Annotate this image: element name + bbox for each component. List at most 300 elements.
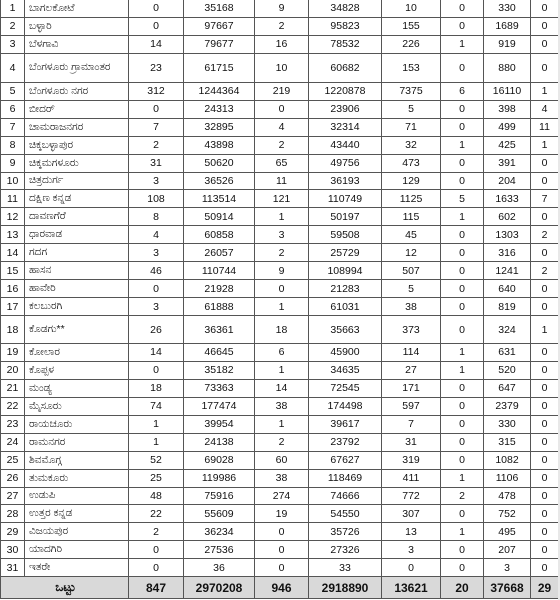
cell-c8: 0 (531, 433, 559, 451)
cell-c6: 0 (441, 298, 484, 316)
cell-c5: 3 (382, 541, 441, 559)
cell-c3: 16 (255, 35, 309, 53)
cell-c8: 0 (531, 154, 559, 172)
row-number: 16 (1, 280, 25, 298)
cell-c1: 2 (129, 523, 184, 541)
cell-c2: 61888 (184, 298, 255, 316)
cell-c6: 1 (441, 469, 484, 487)
cell-c1: 14 (129, 35, 184, 53)
district-name: ಬೀದರ್ (25, 100, 129, 118)
table-row (1, 487, 559, 505)
cell-c8: 0 (531, 379, 559, 397)
cell-c7: 330 (484, 0, 531, 17)
row-number: 2 (1, 17, 25, 35)
cell-c8: 0 (531, 487, 559, 505)
cell-c6: 0 (441, 415, 484, 433)
total-row (1, 577, 559, 599)
cell-c8: 0 (531, 53, 559, 82)
cell-c4: 23906 (309, 100, 382, 118)
cell-c2: 79677 (184, 35, 255, 53)
cell-c8: 0 (531, 415, 559, 433)
cell-c4: 33 (309, 559, 382, 577)
table-row (1, 35, 559, 53)
cell-c7: 1106 (484, 469, 531, 487)
cell-c6: 6 (441, 82, 484, 100)
cell-c1: 0 (129, 541, 184, 559)
cell-c4: 36193 (309, 172, 382, 190)
cell-c1: 0 (129, 559, 184, 577)
cell-c4: 25729 (309, 244, 382, 262)
cell-c4: 35663 (309, 316, 382, 344)
cell-c2: 177474 (184, 397, 255, 415)
cell-c3: 9 (255, 262, 309, 280)
cell-c5: 38 (382, 298, 441, 316)
cell-c7: 640 (484, 280, 531, 298)
cell-c5: 45 (382, 226, 441, 244)
cell-c5: 10 (382, 0, 441, 17)
cell-c5: 507 (382, 262, 441, 280)
cell-c3: 0 (255, 541, 309, 559)
cell-c7: 880 (484, 53, 531, 82)
cell-c1: 0 (129, 17, 184, 35)
cell-c8: 0 (531, 541, 559, 559)
total-c4: 2918890 (309, 577, 382, 599)
row-number: 19 (1, 344, 25, 362)
cell-c7: 1689 (484, 17, 531, 35)
cell-c6: 2 (441, 487, 484, 505)
cell-c6: 5 (441, 190, 484, 208)
cell-c2: 46645 (184, 344, 255, 362)
cell-c7: 3 (484, 559, 531, 577)
cell-c2: 97667 (184, 17, 255, 35)
cell-c1: 0 (129, 361, 184, 379)
cell-c4: 110749 (309, 190, 382, 208)
district-name: ಹಾವೇರಿ (25, 280, 129, 298)
cell-c1: 52 (129, 451, 184, 469)
cell-c5: 7375 (382, 82, 441, 100)
cell-c7: 330 (484, 415, 531, 433)
total-c6: 20 (441, 577, 484, 599)
table-row (1, 469, 559, 487)
cell-c1: 4 (129, 226, 184, 244)
cell-c2: 36526 (184, 172, 255, 190)
cell-c2: 36361 (184, 316, 255, 344)
row-number: 15 (1, 262, 25, 280)
row-number: 11 (1, 190, 25, 208)
cell-c8: 0 (531, 172, 559, 190)
table-row (1, 298, 559, 316)
row-number: 25 (1, 451, 25, 469)
cell-c7: 425 (484, 136, 531, 154)
cell-c4: 32314 (309, 118, 382, 136)
table-row (1, 559, 559, 577)
cell-c2: 119986 (184, 469, 255, 487)
cell-c6: 0 (441, 397, 484, 415)
cell-c3: 2 (255, 17, 309, 35)
cell-c2: 1244364 (184, 82, 255, 100)
district-name: ಬಾಗಲಕೋಟೆ (25, 0, 129, 17)
cell-c2: 35182 (184, 361, 255, 379)
cell-c5: 411 (382, 469, 441, 487)
row-number: 5 (1, 82, 25, 100)
cell-c5: 114 (382, 344, 441, 362)
cell-c6: 1 (441, 35, 484, 53)
cell-c7: 520 (484, 361, 531, 379)
table-body (1, 0, 559, 599)
district-name: ಇತರೇ (25, 559, 129, 577)
row-number: 3 (1, 35, 25, 53)
table-row (1, 379, 559, 397)
row-number: 13 (1, 226, 25, 244)
cell-c1: 3 (129, 244, 184, 262)
cell-c2: 75916 (184, 487, 255, 505)
cell-c6: 0 (441, 100, 484, 118)
cell-c3: 0 (255, 523, 309, 541)
cell-c7: 1633 (484, 190, 531, 208)
cell-c3: 2 (255, 136, 309, 154)
cell-c7: 398 (484, 100, 531, 118)
district-name: ಚಾಮರಾಜನಗರ (25, 118, 129, 136)
cell-c3: 4 (255, 118, 309, 136)
cell-c6: 0 (441, 154, 484, 172)
table-row (1, 505, 559, 523)
cell-c6: 1 (441, 344, 484, 362)
cell-c8: 0 (531, 361, 559, 379)
cell-c7: 602 (484, 208, 531, 226)
cell-c8: 11 (531, 118, 559, 136)
district-name: ದಾವಣಗೆರೆ (25, 208, 129, 226)
cell-c1: 0 (129, 100, 184, 118)
district-name: ಯಾದಗಿರಿ (25, 541, 129, 559)
table-row (1, 226, 559, 244)
total-c3: 946 (255, 577, 309, 599)
cell-c3: 18 (255, 316, 309, 344)
row-number: 27 (1, 487, 25, 505)
cell-c5: 32 (382, 136, 441, 154)
cell-c8: 2 (531, 226, 559, 244)
district-name: ಚಿಕ್ಕಬಳ್ಳಾಪುರ (25, 136, 129, 154)
cell-c7: 495 (484, 523, 531, 541)
cell-c6: 1 (441, 361, 484, 379)
table-row (1, 262, 559, 280)
cell-c7: 919 (484, 35, 531, 53)
district-name: ಬೆಂಗಳೂರು ನಗರ (25, 82, 129, 100)
district-name: ಕೋಲಾರ (25, 344, 129, 362)
table-row (1, 397, 559, 415)
cell-c7: 316 (484, 244, 531, 262)
district-name: ಧಾರವಾಡ (25, 226, 129, 244)
cell-c5: 1125 (382, 190, 441, 208)
cell-c4: 34635 (309, 361, 382, 379)
cell-c8: 0 (531, 505, 559, 523)
cell-c1: 108 (129, 190, 184, 208)
cell-c4: 45900 (309, 344, 382, 362)
cell-c4: 67627 (309, 451, 382, 469)
cell-c3: 14 (255, 379, 309, 397)
cell-c2: 113514 (184, 190, 255, 208)
cell-c3: 10 (255, 53, 309, 82)
cell-c1: 0 (129, 0, 184, 17)
cell-c1: 18 (129, 379, 184, 397)
cell-c5: 597 (382, 397, 441, 415)
cell-c2: 32895 (184, 118, 255, 136)
cell-c1: 46 (129, 262, 184, 280)
cell-c7: 324 (484, 316, 531, 344)
cell-c2: 21928 (184, 280, 255, 298)
cell-c2: 110744 (184, 262, 255, 280)
cell-c7: 391 (484, 154, 531, 172)
cell-c2: 43898 (184, 136, 255, 154)
district-name: ಕೊಪ್ಪಳ (25, 361, 129, 379)
total-c2: 2970208 (184, 577, 255, 599)
cell-c8: 0 (531, 298, 559, 316)
cell-c5: 772 (382, 487, 441, 505)
cell-c2: 36234 (184, 523, 255, 541)
cell-c7: 478 (484, 487, 531, 505)
cell-c8: 0 (531, 523, 559, 541)
table-row (1, 208, 559, 226)
cell-c1: 3 (129, 298, 184, 316)
table-row (1, 82, 559, 100)
cell-c6: 0 (441, 53, 484, 82)
cell-c8: 0 (531, 344, 559, 362)
row-number: 8 (1, 136, 25, 154)
cell-c7: 752 (484, 505, 531, 523)
cell-c1: 8 (129, 208, 184, 226)
cell-c5: 473 (382, 154, 441, 172)
cell-c7: 204 (484, 172, 531, 190)
cell-c3: 1 (255, 415, 309, 433)
cell-c6: 0 (441, 244, 484, 262)
cell-c3: 60 (255, 451, 309, 469)
cell-c7: 1082 (484, 451, 531, 469)
cell-c3: 6 (255, 344, 309, 362)
cell-c3: 219 (255, 82, 309, 100)
cell-c5: 13 (382, 523, 441, 541)
district-name: ಚಿತ್ರದುರ್ಗ (25, 172, 129, 190)
cell-c7: 207 (484, 541, 531, 559)
cell-c4: 39617 (309, 415, 382, 433)
cell-c3: 65 (255, 154, 309, 172)
district-name: ದಕ್ಷಿಣ ಕನ್ನಡ (25, 190, 129, 208)
cell-c3: 274 (255, 487, 309, 505)
district-name: ಚಿಕ್ಕಮಗಳೂರು (25, 154, 129, 172)
table-row (1, 190, 559, 208)
cell-c4: 43440 (309, 136, 382, 154)
cell-c5: 31 (382, 433, 441, 451)
table-row (1, 280, 559, 298)
cell-c7: 315 (484, 433, 531, 451)
district-name: ಶಿವಮೊಗ್ಗ (25, 451, 129, 469)
cell-c1: 1 (129, 433, 184, 451)
cell-c6: 1 (441, 136, 484, 154)
cell-c2: 73363 (184, 379, 255, 397)
table-row (1, 53, 559, 82)
cell-c1: 0 (129, 280, 184, 298)
district-name: ಹಾಸನ (25, 262, 129, 280)
cell-c2: 61715 (184, 53, 255, 82)
cell-c6: 0 (441, 433, 484, 451)
total-c8: 29 (531, 577, 559, 599)
cell-c3: 11 (255, 172, 309, 190)
cell-c7: 499 (484, 118, 531, 136)
table-row (1, 154, 559, 172)
cell-c8: 0 (531, 469, 559, 487)
cell-c4: 59508 (309, 226, 382, 244)
cell-c5: 27 (382, 361, 441, 379)
cell-c8: 1 (531, 82, 559, 100)
cell-c2: 24138 (184, 433, 255, 451)
row-number: 7 (1, 118, 25, 136)
row-number: 31 (1, 559, 25, 577)
cell-c1: 48 (129, 487, 184, 505)
table-row (1, 17, 559, 35)
cell-c8: 1 (531, 316, 559, 344)
row-number: 12 (1, 208, 25, 226)
cell-c6: 0 (441, 280, 484, 298)
cell-c8: 0 (531, 35, 559, 53)
table-row (1, 415, 559, 433)
cell-c7: 631 (484, 344, 531, 362)
cell-c2: 50914 (184, 208, 255, 226)
cell-c5: 12 (382, 244, 441, 262)
cell-c6: 0 (441, 17, 484, 35)
table-row (1, 244, 559, 262)
cell-c4: 60682 (309, 53, 382, 82)
district-name: ವಿಜಯಪುರ (25, 523, 129, 541)
cell-c6: 0 (441, 118, 484, 136)
cell-c3: 1 (255, 361, 309, 379)
district-name: ರಾಯಚೂರು (25, 415, 129, 433)
cell-c4: 49756 (309, 154, 382, 172)
cell-c2: 35168 (184, 0, 255, 17)
cell-c6: 0 (441, 559, 484, 577)
cell-c3: 0 (255, 559, 309, 577)
cell-c4: 108994 (309, 262, 382, 280)
row-number: 17 (1, 298, 25, 316)
table-row (1, 172, 559, 190)
district-name: ಕಲಬುರಗಿ (25, 298, 129, 316)
cell-c1: 7 (129, 118, 184, 136)
cell-c3: 2 (255, 433, 309, 451)
cell-c8: 0 (531, 17, 559, 35)
table-row (1, 541, 559, 559)
cell-c5: 115 (382, 208, 441, 226)
cell-c5: 0 (382, 559, 441, 577)
total-c5: 13621 (382, 577, 441, 599)
total-label: ಒಟ್ಟು (1, 577, 129, 599)
cell-c4: 72545 (309, 379, 382, 397)
cell-c1: 1 (129, 415, 184, 433)
row-number: 18 (1, 316, 25, 344)
row-number: 28 (1, 505, 25, 523)
cell-c1: 3 (129, 172, 184, 190)
cell-c8: 4 (531, 100, 559, 118)
row-number: 29 (1, 523, 25, 541)
row-number: 14 (1, 244, 25, 262)
cell-c8: 1 (531, 136, 559, 154)
cell-c1: 74 (129, 397, 184, 415)
cell-c8: 0 (531, 0, 559, 17)
row-number: 22 (1, 397, 25, 415)
cell-c8: 0 (531, 208, 559, 226)
cell-c3: 38 (255, 397, 309, 415)
cell-c1: 23 (129, 53, 184, 82)
row-number: 20 (1, 361, 25, 379)
cell-c5: 319 (382, 451, 441, 469)
cell-c2: 36 (184, 559, 255, 577)
cell-c2: 26057 (184, 244, 255, 262)
total-c7: 37668 (484, 577, 531, 599)
district-name: ಉತ್ತರ ಕನ್ನಡ (25, 505, 129, 523)
cell-c5: 5 (382, 280, 441, 298)
district-name: ಮೈಸೂರು (25, 397, 129, 415)
cell-c8: 0 (531, 451, 559, 469)
cell-c6: 0 (441, 451, 484, 469)
cell-c3: 1 (255, 208, 309, 226)
cell-c1: 2 (129, 136, 184, 154)
cell-c6: 0 (441, 505, 484, 523)
cell-c2: 55609 (184, 505, 255, 523)
cell-c6: 1 (441, 208, 484, 226)
cell-c4: 50197 (309, 208, 382, 226)
cell-c7: 1303 (484, 226, 531, 244)
cell-c5: 171 (382, 379, 441, 397)
cell-c8: 2 (531, 262, 559, 280)
cell-c3: 38 (255, 469, 309, 487)
cell-c7: 2379 (484, 397, 531, 415)
cell-c5: 373 (382, 316, 441, 344)
table-row (1, 316, 559, 344)
cell-c7: 819 (484, 298, 531, 316)
cell-c3: 0 (255, 100, 309, 118)
cell-c4: 95823 (309, 17, 382, 35)
row-number: 21 (1, 379, 25, 397)
district-name: ಉಡುಪಿ (25, 487, 129, 505)
cell-c4: 23792 (309, 433, 382, 451)
row-number: 9 (1, 154, 25, 172)
table-row (1, 523, 559, 541)
district-name: ಬಳ್ಳಾರಿ (25, 17, 129, 35)
cell-c1: 31 (129, 154, 184, 172)
cell-c4: 54550 (309, 505, 382, 523)
cell-c3: 121 (255, 190, 309, 208)
row-number: 1 (1, 0, 25, 17)
table-row (1, 0, 559, 17)
row-number: 23 (1, 415, 25, 433)
cell-c4: 1220878 (309, 82, 382, 100)
cell-c3: 19 (255, 505, 309, 523)
cell-c3: 2 (255, 244, 309, 262)
district-name: ತುಮಕೂರು (25, 469, 129, 487)
table-row (1, 100, 559, 118)
cell-c2: 60858 (184, 226, 255, 244)
cell-c4: 35726 (309, 523, 382, 541)
cell-c7: 647 (484, 379, 531, 397)
cell-c3: 9 (255, 0, 309, 17)
cell-c8: 7 (531, 190, 559, 208)
cell-c5: 7 (382, 415, 441, 433)
cell-c8: 0 (531, 397, 559, 415)
cell-c6: 0 (441, 379, 484, 397)
cell-c4: 118469 (309, 469, 382, 487)
cell-c4: 34828 (309, 0, 382, 17)
district-name: ಗದಗ (25, 244, 129, 262)
row-number: 6 (1, 100, 25, 118)
cell-c1: 22 (129, 505, 184, 523)
cell-c3: 0 (255, 280, 309, 298)
cell-c2: 27536 (184, 541, 255, 559)
